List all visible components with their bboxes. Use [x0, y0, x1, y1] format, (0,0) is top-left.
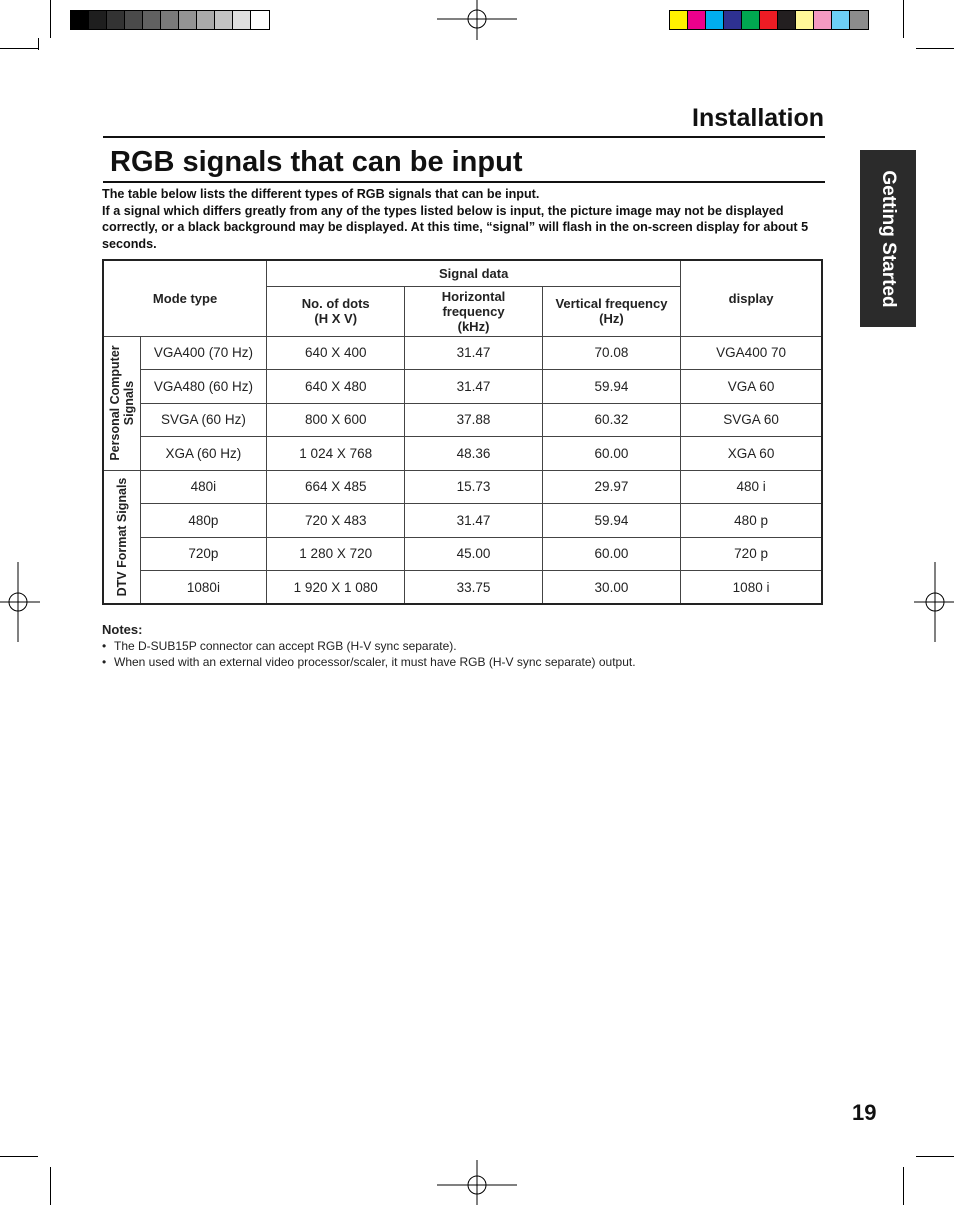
- cell-vfreq: 59.94: [542, 370, 680, 404]
- header-dots-line1: No. of dots: [301, 296, 370, 311]
- intro-text: [102, 186, 826, 252]
- color-swatch-1: [688, 11, 706, 29]
- color-swatch-10: [850, 11, 868, 29]
- cell-mode: 480i: [140, 470, 266, 504]
- registration-mark-left: [0, 562, 80, 642]
- gray-swatch-6: [179, 11, 197, 29]
- grayscale-calibration-bar: [70, 10, 270, 30]
- color-swatch-8: [814, 11, 832, 29]
- cell-display: VGA400 70: [681, 336, 822, 370]
- table-row: [103, 403, 822, 437]
- header-dots-line2: (H X V): [314, 311, 358, 326]
- cell-hfreq: 31.47: [405, 370, 542, 404]
- color-swatch-4: [742, 11, 760, 29]
- cell-vfreq: 60.00: [542, 537, 680, 571]
- group-label-dtv: [103, 470, 140, 604]
- table-row: [103, 571, 822, 605]
- header-vfreq: [542, 286, 680, 336]
- rgb-signal-table: [102, 259, 823, 605]
- title-divider: [103, 181, 825, 183]
- cell-display: SVGA 60: [681, 403, 822, 437]
- cell-dots: 1 920 X 1 080: [267, 571, 405, 605]
- cell-display: 480 p: [681, 504, 822, 538]
- gray-swatch-10: [251, 11, 269, 29]
- header-vfreq-line2: (Hz): [599, 311, 624, 326]
- cell-dots: 640 X 400: [267, 336, 405, 370]
- gray-swatch-4: [143, 11, 161, 29]
- group-label-dtv-line1: DTV Format Signals: [114, 477, 129, 597]
- cell-vfreq: 29.97: [542, 470, 680, 504]
- note-item: • When used with an external video processor/scaler, it must have RGB (H-V sync separate) output.: [102, 655, 822, 671]
- group-label-pc-line1: Personal Computer: [107, 345, 122, 461]
- cell-display: VGA 60: [681, 370, 822, 404]
- cell-mode: VGA400 (70 Hz): [140, 336, 266, 370]
- table-header-row: [103, 260, 822, 286]
- cell-vfreq: 59.94: [542, 504, 680, 538]
- gray-swatch-7: [197, 11, 215, 29]
- cell-dots: 720 X 483: [267, 504, 405, 538]
- gray-swatch-3: [125, 11, 143, 29]
- chapter-tab-label: Getting Started: [878, 169, 899, 308]
- cell-dots: 664 X 485: [267, 470, 405, 504]
- color-swatch-9: [832, 11, 850, 29]
- cell-hfreq: 33.75: [405, 571, 542, 605]
- color-swatch-7: [796, 11, 814, 29]
- header-signal-data: Signal data: [267, 260, 681, 286]
- cell-mode: 1080i: [140, 571, 266, 605]
- registration-mark-bottom: [437, 1150, 517, 1230]
- cell-hfreq: 45.00: [405, 537, 542, 571]
- cell-display: 480 i: [681, 470, 822, 504]
- cell-vfreq: 60.32: [542, 403, 680, 437]
- cell-mode: VGA480 (60 Hz): [140, 370, 266, 404]
- cell-dots: 1 280 X 720: [267, 537, 405, 571]
- color-swatch-5: [760, 11, 778, 29]
- color-swatch-3: [724, 11, 742, 29]
- gray-swatch-0: [71, 11, 89, 29]
- registration-mark-top: [437, 0, 517, 80]
- intro-line-1: The table below lists the different types of RGB signals that can be input.: [102, 187, 540, 201]
- cell-dots: 1 024 X 768: [267, 437, 405, 471]
- cell-mode: 720p: [140, 537, 266, 571]
- group-label-pc: [103, 336, 140, 470]
- gray-swatch-9: [233, 11, 251, 29]
- cell-hfreq: 31.47: [405, 504, 542, 538]
- header-display: display: [681, 260, 822, 336]
- section-divider: [103, 136, 825, 138]
- section-title: Installation: [692, 104, 824, 132]
- cell-display: 1080 i: [681, 571, 822, 605]
- cell-display: 720 p: [681, 537, 822, 571]
- header-hfreq-line1: Horizontal: [441, 288, 506, 304]
- header-hfreq-line3: (kHz): [457, 318, 490, 334]
- cell-dots: 800 X 600: [267, 403, 405, 437]
- note-item: • The D-SUB15P connector can accept RGB (H-V sync separate).: [102, 639, 822, 655]
- header-hfreq: [405, 286, 542, 336]
- color-swatch-0: [670, 11, 688, 29]
- cell-vfreq: 70.08: [542, 336, 680, 370]
- cell-mode: 480p: [140, 504, 266, 538]
- notes-title: Notes:: [102, 622, 143, 637]
- notes-section: [102, 622, 822, 670]
- page-title: RGB signals that can be input: [110, 146, 523, 178]
- cell-display: XGA 60: [681, 437, 822, 471]
- color-swatch-2: [706, 11, 724, 29]
- page-number: 19: [852, 1100, 877, 1125]
- gray-swatch-5: [161, 11, 179, 29]
- group-label-pc-line2: Signals: [121, 380, 136, 426]
- intro-line-2: If a signal which differs greatly from any of the types listed below is input, the picture image may not be displayed correctly, or a black background may be displayed. At this time, “signal” will flash in the on-screen display for about 5 seconds.: [102, 203, 809, 251]
- header-dots: [267, 286, 405, 336]
- color-calibration-bar: [669, 10, 869, 30]
- cell-hfreq: 48.36: [405, 437, 542, 471]
- cell-hfreq: 15.73: [405, 470, 542, 504]
- header-mode-type: Mode type: [103, 260, 267, 336]
- registration-mark-right: [874, 562, 954, 642]
- cell-hfreq: 31.47: [405, 336, 542, 370]
- table-row: [103, 537, 822, 571]
- table-row: [103, 470, 822, 504]
- table-row: [103, 336, 822, 370]
- table-row: [103, 504, 822, 538]
- cell-mode: SVGA (60 Hz): [140, 403, 266, 437]
- cell-dots: 640 X 480: [267, 370, 405, 404]
- gray-swatch-2: [107, 11, 125, 29]
- table-row: [103, 437, 822, 471]
- cell-mode: XGA (60 Hz): [140, 437, 266, 471]
- table-row: [103, 370, 822, 404]
- color-swatch-6: [778, 11, 796, 29]
- cell-vfreq: 60.00: [542, 437, 680, 471]
- header-hfreq-line2: frequency: [442, 303, 505, 319]
- gray-swatch-8: [215, 11, 233, 29]
- header-vfreq-line1: Vertical frequency: [555, 296, 668, 311]
- chapter-tab: [860, 150, 916, 327]
- gray-swatch-1: [89, 11, 107, 29]
- cell-hfreq: 37.88: [405, 403, 542, 437]
- cell-vfreq: 30.00: [542, 571, 680, 605]
